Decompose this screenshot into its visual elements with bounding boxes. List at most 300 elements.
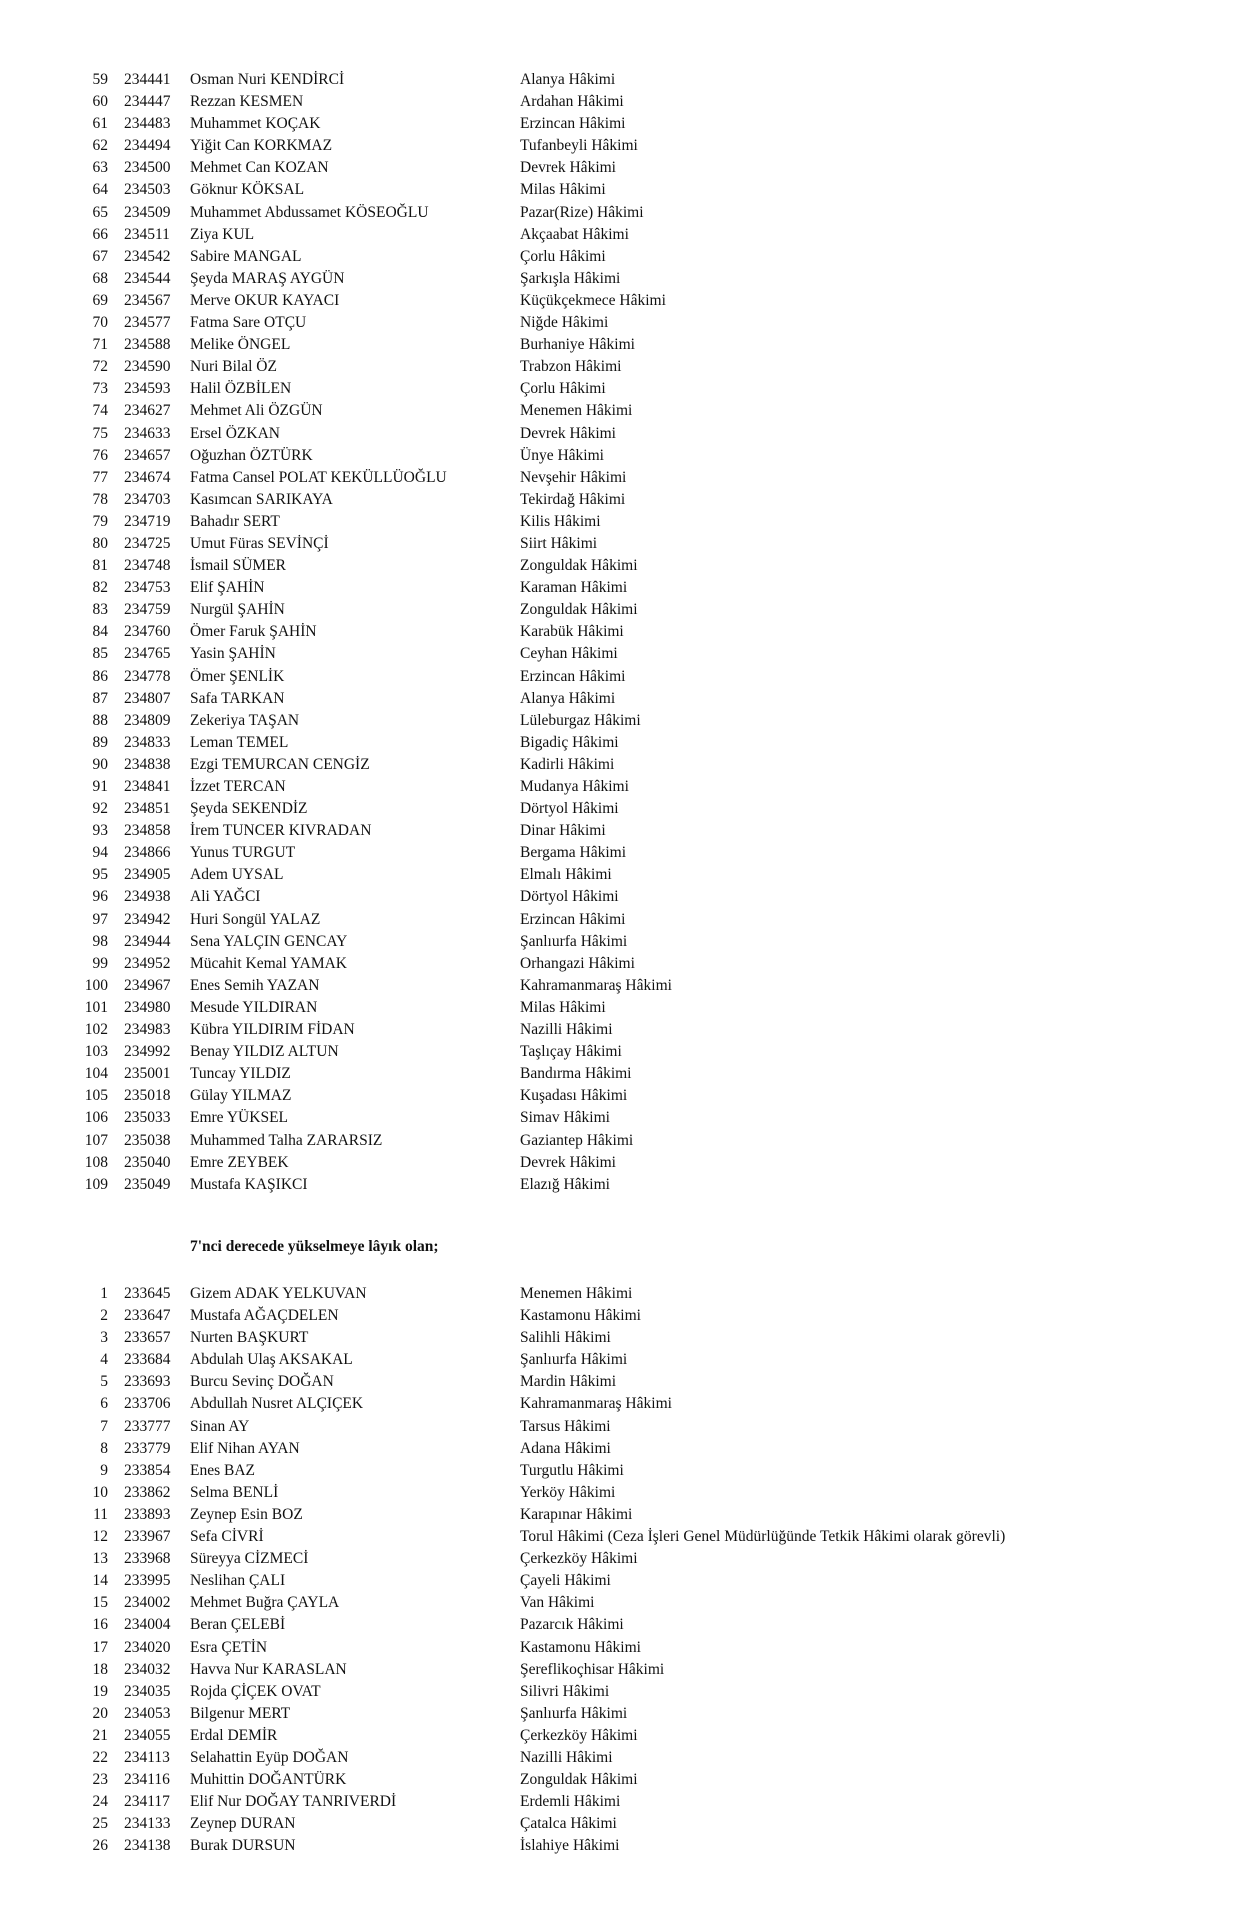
person-name: Bahadır SERT	[190, 512, 280, 530]
post-title: Nevşehir Hâkimi	[520, 468, 627, 486]
table-row	[0, 997, 1252, 1019]
person-name: Sefa CİVRİ	[190, 1528, 264, 1546]
registry-number: 234032	[124, 1660, 171, 1678]
person-name: Muhammed Talha ZARARSIZ	[190, 1131, 383, 1149]
post-title: Kahramanmaraş Hâkimi	[520, 1395, 672, 1413]
registry-number: 233968	[124, 1550, 171, 1568]
person-name: Ali YAĞCI	[190, 888, 261, 906]
row-number: 86	[92, 667, 108, 685]
row-number: 105	[84, 1087, 108, 1105]
registry-number: 234633	[124, 424, 171, 442]
post-title: Adana Hâkimi	[520, 1439, 611, 1457]
person-name: Kasımcan SARIKAYA	[190, 490, 333, 508]
row-number: 5	[100, 1373, 108, 1391]
person-name: Mustafa KAŞIKCI	[190, 1175, 308, 1193]
row-number: 87	[92, 689, 108, 707]
person-name: Nurten BAŞKURT	[190, 1329, 309, 1347]
person-name: Muhittin DOĞANTÜRK	[190, 1771, 347, 1789]
post-title: Trabzon Hâkimi	[520, 358, 622, 376]
post-title: Kilis Hâkimi	[520, 512, 601, 530]
person-name: Fatma Cansel POLAT KEKÜLLÜOĞLU	[190, 468, 447, 486]
registry-number: 233967	[124, 1528, 171, 1546]
table-row	[0, 423, 1252, 445]
row-number: 6	[100, 1395, 108, 1413]
row-number: 66	[92, 225, 108, 243]
person-name: Süreyya CİZMECİ	[190, 1550, 309, 1568]
person-name: Emre ZEYBEK	[190, 1153, 289, 1171]
person-name: Fatma Sare OTÇU	[190, 314, 307, 332]
registry-number: 233779	[124, 1439, 171, 1457]
person-name: Abdulah Ulaş AKSAKAL	[190, 1351, 353, 1369]
person-name: Neslihan ÇALI	[190, 1572, 286, 1590]
table-row	[0, 135, 1252, 157]
table-row	[0, 1438, 1252, 1460]
row-number: 76	[92, 446, 108, 464]
table-row	[0, 224, 1252, 246]
person-name: İrem TUNCER KIVRADAN	[190, 822, 372, 840]
table-row	[0, 1813, 1252, 1835]
registry-number: 234588	[124, 336, 171, 354]
registry-number: 234765	[124, 645, 171, 663]
row-number: 101	[84, 998, 108, 1016]
person-name: Erdal DEMİR	[190, 1726, 278, 1744]
registry-number: 234483	[124, 115, 171, 133]
person-name: Rojda ÇİÇEK OVAT	[190, 1682, 321, 1700]
table-row	[0, 577, 1252, 599]
row-number: 12	[92, 1528, 108, 1546]
row-number: 23	[92, 1771, 108, 1789]
post-title: Kastamonu Hâkimi	[520, 1638, 641, 1656]
table-row	[0, 1063, 1252, 1085]
post-title: Menemen Hâkimi	[520, 1285, 633, 1302]
table-row	[0, 1703, 1252, 1725]
registry-number: 234494	[124, 137, 171, 155]
table-row	[0, 599, 1252, 621]
row-number: 65	[92, 203, 108, 221]
post-title: Milas Hâkimi	[520, 998, 606, 1016]
post-title: Taşlıçay Hâkimi	[520, 1043, 622, 1061]
row-number: 60	[92, 93, 108, 111]
table-row	[0, 1791, 1252, 1813]
person-name: Mustafa AĞAÇDELEN	[190, 1307, 339, 1325]
post-title: Çorlu Hâkimi	[520, 247, 606, 265]
registry-number: 233706	[124, 1395, 171, 1413]
person-name: Gülay YILMAZ	[190, 1087, 292, 1105]
registry-number: 234542	[124, 247, 171, 265]
table-row	[0, 1327, 1252, 1349]
registry-number: 234760	[124, 623, 171, 641]
post-title: Dörtyol Hâkimi	[520, 800, 619, 818]
post-title: Zonguldak Hâkimi	[520, 1771, 638, 1789]
row-number: 14	[92, 1572, 108, 1590]
registry-number: 234952	[124, 954, 171, 972]
post-title: Burhaniye Hâkimi	[520, 336, 635, 354]
table-row	[0, 1835, 1252, 1857]
row-number: 78	[92, 490, 108, 508]
person-name: Sinan AY	[190, 1417, 250, 1435]
table-row	[0, 1041, 1252, 1063]
post-title: Gaziantep Hâkimi	[520, 1131, 634, 1149]
row-number: 68	[92, 269, 108, 287]
registry-number: 233647	[124, 1307, 171, 1325]
row-number: 17	[92, 1638, 108, 1656]
person-name: Nuri Bilal ÖZ	[190, 358, 277, 376]
row-number: 62	[92, 137, 108, 155]
registry-number: 234905	[124, 866, 171, 884]
table-row	[0, 467, 1252, 489]
person-name: Elif Nur DOĞAY TANRIVERDİ	[190, 1793, 397, 1811]
table-row	[0, 710, 1252, 732]
person-name: Zekeriya TAŞAN	[190, 711, 300, 729]
row-number: 84	[92, 623, 108, 641]
post-title: Alanya Hâkimi	[520, 71, 616, 88]
table-row	[0, 1614, 1252, 1636]
section-heading: 7'nci derecede yükselmeye lâyık olan;	[190, 1238, 439, 1255]
registry-number: 234657	[124, 446, 171, 464]
row-number: 107	[84, 1131, 108, 1149]
post-title: Karabük Hâkimi	[520, 623, 624, 641]
person-name: Rezzan KESMEN	[190, 93, 304, 111]
person-name: Mehmet Buğra ÇAYLA	[190, 1594, 340, 1612]
post-title: Kahramanmaraş Hâkimi	[520, 976, 672, 994]
registry-number: 234116	[124, 1771, 170, 1789]
post-title: Şarkışla Hâkimi	[520, 269, 621, 287]
post-title: Pazarcık Hâkimi	[520, 1616, 624, 1634]
table-row	[0, 1416, 1252, 1438]
table-row	[0, 1592, 1252, 1614]
table-row	[0, 511, 1252, 533]
table-row	[0, 953, 1252, 975]
person-name: Ömer Faruk ŞAHİN	[190, 623, 317, 641]
post-title: Bandırma Hâkimi	[520, 1065, 632, 1083]
registry-number: 234133	[124, 1815, 171, 1833]
table-row	[0, 886, 1252, 908]
person-name: Burcu Sevinç DOĞAN	[190, 1373, 334, 1391]
table-row	[0, 1548, 1252, 1570]
person-name: Merve OKUR KAYACI	[190, 291, 340, 309]
table-row	[0, 179, 1252, 201]
registry-number: 234992	[124, 1043, 171, 1061]
row-number: 95	[92, 866, 108, 884]
registry-number: 234002	[124, 1594, 171, 1612]
registry-number: 234544	[124, 269, 171, 287]
post-title: Niğde Hâkimi	[520, 314, 609, 332]
post-title: Tufanbeyli Hâkimi	[520, 137, 638, 155]
row-number: 73	[92, 380, 108, 398]
post-title: Pazar(Rize) Hâkimi	[520, 203, 644, 221]
post-title: Akçaabat Hâkimi	[520, 225, 629, 243]
person-name: Zeynep Esin BOZ	[190, 1505, 303, 1523]
table-row	[0, 1504, 1252, 1526]
row-number: 70	[92, 314, 108, 332]
post-title: Şanlıurfa Hâkimi	[520, 1351, 628, 1369]
post-title: Çerkezköy Hâkimi	[520, 1550, 638, 1568]
person-name: Halil ÖZBİLEN	[190, 380, 292, 398]
registry-number: 234447	[124, 93, 171, 111]
person-name: Osman Nuri KENDİRCİ	[190, 71, 345, 88]
person-name: Muhammet Abdussamet KÖSEOĞLU	[190, 203, 429, 221]
registry-number: 235033	[124, 1109, 171, 1127]
table-row	[0, 157, 1252, 179]
table-row	[0, 489, 1252, 511]
row-number: 108	[84, 1153, 108, 1171]
table-row	[0, 1681, 1252, 1703]
table-row	[0, 1107, 1252, 1129]
registry-number: 234858	[124, 822, 171, 840]
table-row	[0, 754, 1252, 776]
post-title: Silivri Hâkimi	[520, 1682, 610, 1700]
table-row	[0, 1371, 1252, 1393]
table-row	[0, 688, 1252, 710]
post-title: Küçükçekmece Hâkimi	[520, 291, 666, 309]
post-title: Devrek Hâkimi	[520, 159, 616, 177]
person-name: Ziya KUL	[190, 225, 255, 243]
registry-number: 234441	[124, 71, 171, 88]
row-number: 104	[84, 1065, 108, 1083]
row-number: 93	[92, 822, 108, 840]
row-number: 83	[92, 601, 108, 619]
post-title: Dinar Hâkimi	[520, 822, 606, 840]
post-title: İslahiye Hâkimi	[520, 1837, 620, 1855]
person-name: Leman TEMEL	[190, 733, 289, 751]
registry-number: 234004	[124, 1616, 171, 1634]
post-title: Lüleburgaz Hâkimi	[520, 711, 641, 729]
person-name: Enes BAZ	[190, 1461, 256, 1479]
person-name: Zeynep DURAN	[190, 1815, 296, 1833]
row-number: 25	[92, 1815, 108, 1833]
registry-number: 235038	[124, 1131, 171, 1149]
registry-number: 234020	[124, 1638, 171, 1656]
person-name: Huri Songül YALAZ	[190, 910, 321, 928]
registry-number: 234778	[124, 667, 171, 685]
person-name: Elif Nihan AYAN	[190, 1439, 300, 1457]
person-name: Sena YALÇIN GENCAY	[190, 932, 348, 950]
registry-number: 233862	[124, 1483, 171, 1501]
person-name: Mehmet Can KOZAN	[190, 159, 329, 177]
table-row	[0, 1130, 1252, 1152]
registry-number: 234138	[124, 1837, 171, 1855]
registry-number: 234942	[124, 910, 171, 928]
row-number: 20	[92, 1704, 108, 1722]
table-row	[0, 1747, 1252, 1769]
table-row	[0, 555, 1252, 577]
person-name: Mücahit Kemal YAMAK	[190, 954, 347, 972]
registry-number: 234809	[124, 711, 171, 729]
row-number: 99	[92, 954, 108, 972]
registry-number: 234938	[124, 888, 171, 906]
table-row	[0, 1152, 1252, 1174]
table-row	[0, 1085, 1252, 1107]
registry-number: 234983	[124, 1021, 171, 1039]
registry-number: 234980	[124, 998, 171, 1016]
promotion-list-section-1	[0, 69, 1252, 1196]
row-number: 79	[92, 512, 108, 530]
post-title: Şanlıurfa Hâkimi	[520, 1704, 628, 1722]
registry-number: 234035	[124, 1682, 171, 1700]
row-number: 106	[84, 1109, 108, 1127]
registry-number: 235040	[124, 1153, 171, 1171]
person-name: Ersel ÖZKAN	[190, 424, 280, 442]
registry-number: 234719	[124, 512, 171, 530]
table-row	[0, 1349, 1252, 1371]
row-number: 63	[92, 159, 108, 177]
person-name: Abdullah Nusret ALÇIÇEK	[190, 1395, 364, 1413]
post-title: Menemen Hâkimi	[520, 402, 633, 420]
row-number: 69	[92, 291, 108, 309]
post-title: Tarsus Hâkimi	[520, 1417, 611, 1435]
post-title: Karaman Hâkimi	[520, 579, 628, 597]
person-name: Nurgül ŞAHİN	[190, 601, 285, 619]
registry-number: 234503	[124, 181, 171, 199]
row-number: 22	[92, 1748, 108, 1766]
table-row	[0, 1526, 1252, 1548]
post-title: Erdemli Hâkimi	[520, 1793, 621, 1811]
row-number: 96	[92, 888, 108, 906]
table-row	[0, 1725, 1252, 1747]
person-name: Elif ŞAHİN	[190, 579, 265, 597]
person-name: Şeyda SEKENDİZ	[190, 800, 308, 818]
row-number: 82	[92, 579, 108, 597]
row-number: 10	[92, 1483, 108, 1501]
post-title: Tekirdağ Hâkimi	[520, 490, 626, 508]
post-title: Ceyhan Hâkimi	[520, 645, 618, 663]
table-row	[0, 334, 1252, 356]
table-row	[0, 1659, 1252, 1681]
row-number: 2	[100, 1307, 108, 1325]
person-name: Emre YÜKSEL	[190, 1109, 289, 1127]
registry-number: 233893	[124, 1505, 171, 1523]
registry-number: 233995	[124, 1572, 171, 1590]
person-name: Mesude YILDIRAN	[190, 998, 318, 1016]
person-name: Mehmet Ali ÖZGÜN	[190, 402, 323, 420]
post-title: Erzincan Hâkimi	[520, 115, 626, 133]
registry-number: 234807	[124, 689, 171, 707]
registry-number: 233657	[124, 1329, 171, 1347]
row-number: 90	[92, 755, 108, 773]
post-title: Zonguldak Hâkimi	[520, 601, 638, 619]
post-title: Şanlıurfa Hâkimi	[520, 932, 628, 950]
registry-number: 233777	[124, 1417, 171, 1435]
row-number: 19	[92, 1682, 108, 1700]
registry-number: 235049	[124, 1175, 171, 1193]
promotion-list-section-2	[0, 1283, 1252, 1857]
person-name: Melike ÖNGEL	[190, 336, 291, 354]
table-row	[0, 533, 1252, 555]
row-number: 26	[92, 1837, 108, 1855]
post-title: Alanya Hâkimi	[520, 689, 616, 707]
person-name: Havva Nur KARASLAN	[190, 1660, 347, 1678]
post-title: Kastamonu Hâkimi	[520, 1307, 641, 1325]
post-title: Zonguldak Hâkimi	[520, 557, 638, 575]
table-row	[0, 91, 1252, 113]
table-row	[0, 776, 1252, 798]
post-title: Nazilli Hâkimi	[520, 1748, 613, 1766]
post-title: Devrek Hâkimi	[520, 1153, 616, 1171]
registry-number: 234703	[124, 490, 171, 508]
person-name: Yiğit Can KORKMAZ	[190, 137, 333, 155]
registry-number: 234113	[124, 1748, 170, 1766]
post-title: Turgutlu Hâkimi	[520, 1461, 624, 1479]
row-number: 92	[92, 800, 108, 818]
registry-number: 235018	[124, 1087, 171, 1105]
post-title: Van Hâkimi	[520, 1594, 595, 1612]
registry-number: 234944	[124, 932, 171, 950]
row-number: 98	[92, 932, 108, 950]
table-row	[0, 732, 1252, 754]
row-number: 85	[92, 645, 108, 663]
post-title: Kuşadası Hâkimi	[520, 1087, 628, 1105]
person-name: Safa TARKAN	[190, 689, 285, 707]
person-name: Ezgi TEMURCAN CENGİZ	[190, 755, 370, 773]
post-title: Çerkezköy Hâkimi	[520, 1726, 638, 1744]
row-number: 13	[92, 1550, 108, 1568]
table-row	[0, 312, 1252, 334]
row-number: 71	[92, 336, 108, 354]
post-title: Mardin Hâkimi	[520, 1373, 616, 1391]
post-title: Çatalca Hâkimi	[520, 1815, 617, 1833]
post-title: Milas Hâkimi	[520, 181, 606, 199]
person-name: Selma BENLİ	[190, 1483, 279, 1501]
post-title: Elmalı Hâkimi	[520, 866, 612, 884]
table-row	[0, 1769, 1252, 1791]
registry-number: 233645	[124, 1285, 171, 1302]
table-row	[0, 1019, 1252, 1041]
post-title: Bergama Hâkimi	[520, 844, 627, 862]
row-number: 9	[100, 1461, 108, 1479]
table-row	[0, 1637, 1252, 1659]
registry-number: 234511	[124, 225, 170, 243]
post-title: Ardahan Hâkimi	[520, 93, 624, 111]
person-name: Enes Semih YAZAN	[190, 976, 320, 994]
post-title: Yerköy Hâkimi	[520, 1483, 616, 1501]
person-name: Oğuzhan ÖZTÜRK	[190, 446, 313, 464]
post-title: Dörtyol Hâkimi	[520, 888, 619, 906]
row-number: 89	[92, 733, 108, 751]
row-number: 94	[92, 844, 108, 862]
person-name: Gizem ADAK YELKUVAN	[190, 1285, 367, 1302]
post-title: Erzincan Hâkimi	[520, 667, 626, 685]
post-title: Kadirli Hâkimi	[520, 755, 615, 773]
registry-number: 234590	[124, 358, 171, 376]
row-number: 21	[92, 1726, 108, 1744]
registry-number: 234851	[124, 800, 171, 818]
table-row	[0, 1393, 1252, 1415]
post-title: Erzincan Hâkimi	[520, 910, 626, 928]
person-name: Umut Füras SEVİNÇİ	[190, 534, 329, 552]
table-row	[0, 643, 1252, 665]
row-number: 81	[92, 557, 108, 575]
table-row	[0, 378, 1252, 400]
person-name: Sabire MANGAL	[190, 247, 302, 265]
table-row	[0, 268, 1252, 290]
person-name: Beran ÇELEBİ	[190, 1616, 286, 1634]
person-name: Tuncay YILDIZ	[190, 1065, 291, 1083]
row-number: 103	[84, 1043, 108, 1061]
post-title: Ünye Hâkimi	[520, 446, 604, 464]
post-title: Çayeli Hâkimi	[520, 1572, 611, 1590]
registry-number: 234841	[124, 778, 171, 795]
table-row	[0, 1482, 1252, 1504]
registry-number: 235001	[124, 1065, 171, 1083]
post-title: Karapınar Hâkimi	[520, 1505, 633, 1523]
registry-number: 234593	[124, 380, 171, 398]
table-row	[0, 246, 1252, 268]
row-number: 3	[100, 1329, 108, 1347]
table-row	[0, 842, 1252, 864]
post-title: Mudanya Hâkimi	[520, 778, 629, 795]
table-row	[0, 445, 1252, 467]
row-number: 77	[92, 468, 108, 486]
